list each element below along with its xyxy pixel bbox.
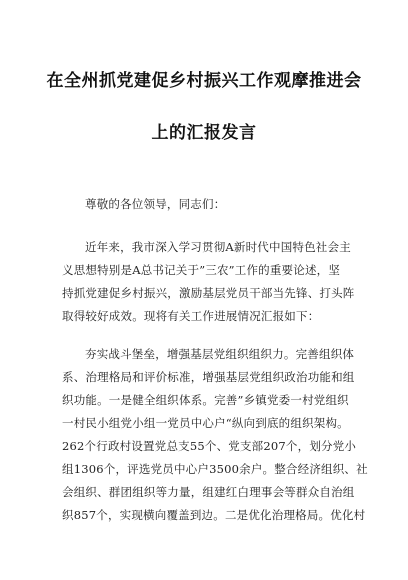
document-title-line-2: 上的汇报发言 bbox=[151, 123, 257, 143]
paragraph-2-line-6: 组1306个，评选党员中心户3500余户。整合经济组织、社 bbox=[62, 462, 368, 476]
paragraph-2-line-1: 夯实战斗堡垒，增强基层党组织组织力。完善组织体 bbox=[85, 347, 355, 361]
paragraph-2-line-3: 织功能。一是健全组织体系。完善”乡镇党委一村党组织 bbox=[62, 393, 349, 407]
paragraph-2-line-8: 织857个，实现横向覆盖到边。二是优化治理格局。优化村 bbox=[62, 508, 366, 522]
paragraph-2-line-4: 一村民小组党小组一党员中心户“纵向到底的组织架构。 bbox=[62, 416, 349, 430]
paragraph-1-line-4: 取得较好成效。现将有关工作进展情况汇报如下： bbox=[62, 309, 320, 323]
paragraph-2-line-5: 262个行政村设置党总支55个、党支部207个，划分党小 bbox=[62, 439, 357, 453]
paragraph-1-line-1: 近年来，我市深入学习贯彻A新时代中国特色社会主 bbox=[85, 240, 351, 254]
salutation-text: 尊敬的各位领导，同志们： bbox=[85, 197, 226, 211]
paragraph-2 bbox=[62, 343, 368, 527]
paragraph-1-line-2: 义思想特别是A总书记关于”三农”工作的重要论述，坚 bbox=[62, 263, 341, 277]
paragraph-2-line-7: 会组织、群团组织等力量，组建红白理事会等群众自治组 bbox=[62, 485, 355, 499]
document-title-line-1: 在全州抓党建促乡村振兴工作观摩推进会 bbox=[46, 71, 362, 91]
paragraph-1-line-3: 持抓党建促乡村振兴，激励基层党员干部当先锋、打头阵 bbox=[62, 286, 355, 300]
salutation bbox=[62, 193, 362, 216]
paragraph-1 bbox=[62, 236, 362, 328]
paragraph-2-line-2: 系、治理格局和评价标准，增强基层党组织政治功能和组 bbox=[62, 370, 355, 384]
